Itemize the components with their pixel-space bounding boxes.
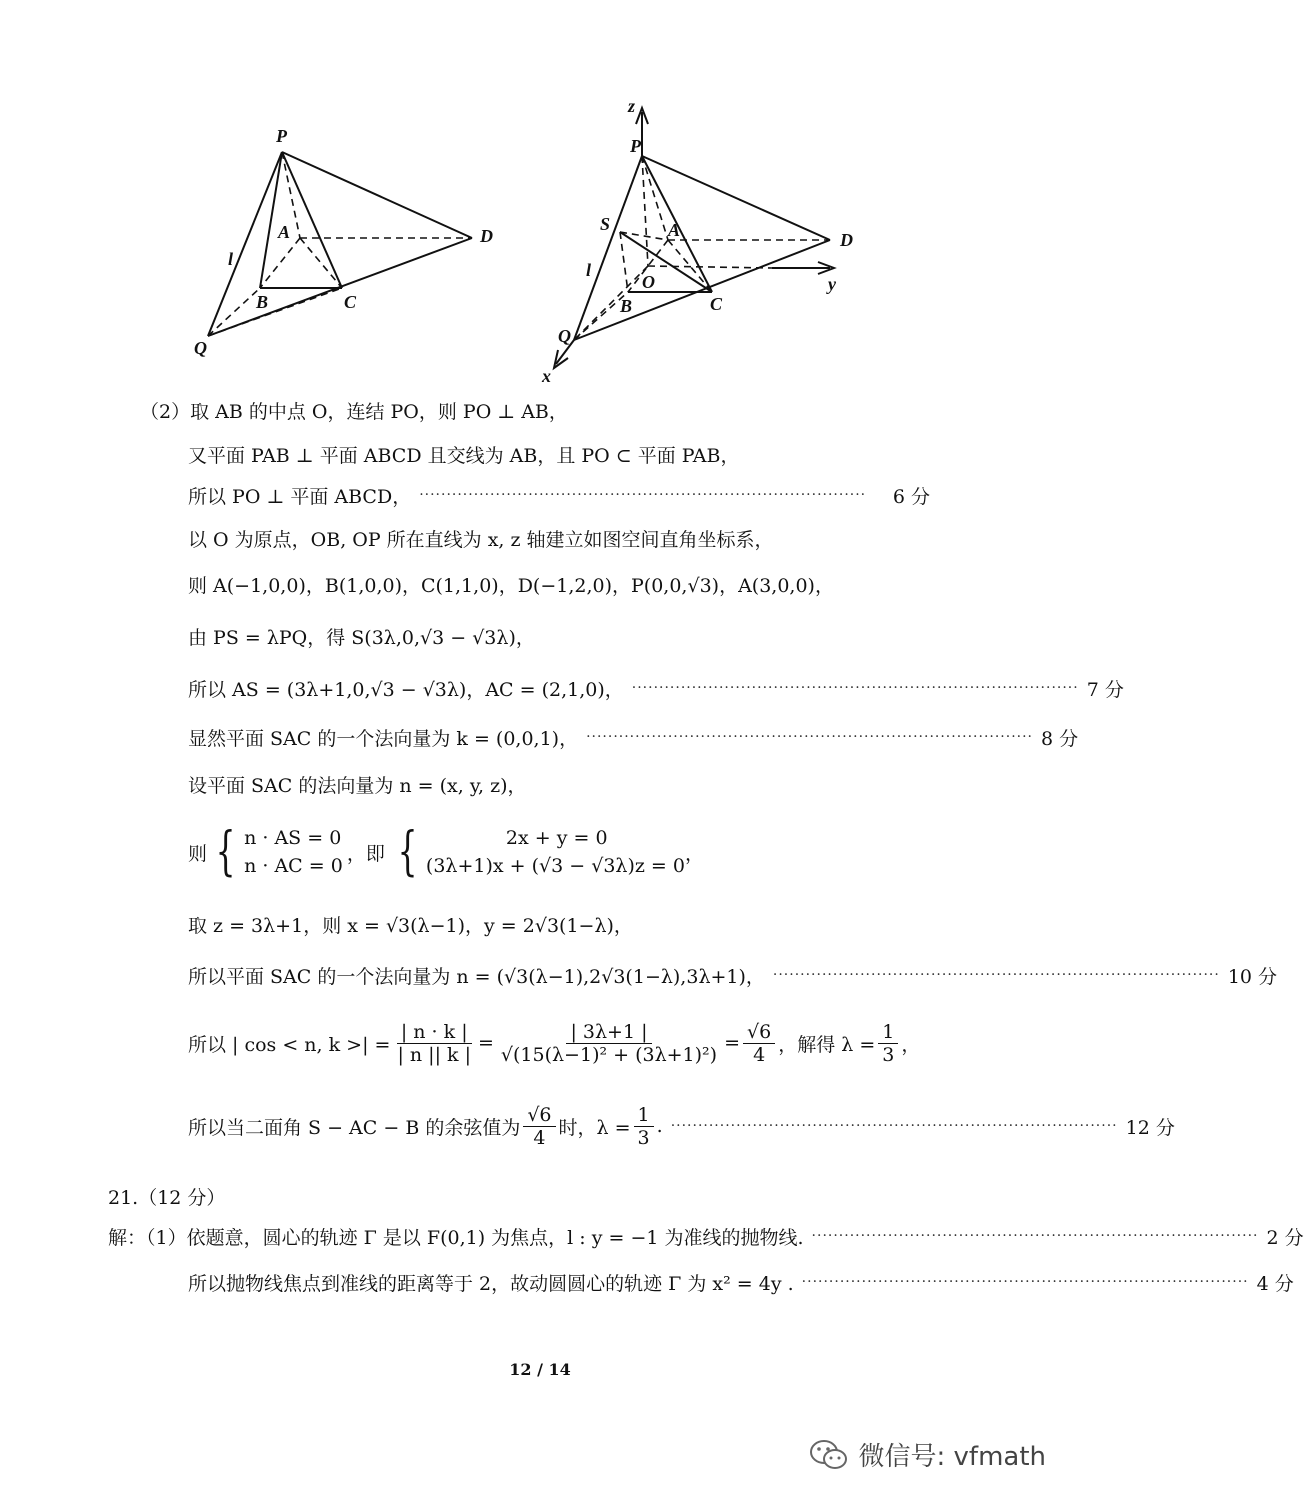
leader-dots: ·················································································· [801,1274,1249,1290]
solution-text: 所以 AS = (3λ+1,0,√3 − √3λ)，AC = (2,1,0)， [188,678,624,701]
solution-text: 以 O 为原点，OB, OP 所在直线为 x, z 轴建立如图空间直角坐标系， [188,528,774,551]
solution-line-7 [188,668,1124,708]
solution-line-12 [188,955,1278,995]
solution-text: 设平面 SAC 的法向量为 n = (x, y, z)， [188,774,527,797]
numerator: 1 [878,1021,898,1044]
eq-row-4: (3λ+1)x + (√3 − √3λ)z = 0 [425,855,685,877]
solution-text: 解：（1）依题意，圆心的轨迹 Γ 是以 F(0,1) 为焦点，l : y = −1 为准线的抛物线. [108,1226,804,1249]
leader-dots: ·················································································· [419,487,867,503]
conclusion [188,1104,663,1149]
solution-line-5 [188,564,930,604]
label-c2: C [710,294,723,314]
fraction-4 [878,1021,898,1066]
leader-dots: ·················································································· [811,1228,1259,1244]
text-ze: 则 [188,842,208,865]
label-y: y [828,274,836,294]
solution-line-11 [188,904,930,944]
label-l: l [228,249,234,269]
denominator: √(15(λ−1)² + (3λ+1)²) [500,1043,718,1066]
text-solve: ，解得 λ = [778,1033,876,1056]
label-s: S [600,214,611,234]
solution-line-6 [188,616,930,656]
question-21-header [108,1176,930,1216]
solution-text: 所以抛物线焦点到准线的距离等于 2，故动圆圆心的轨迹 Γ 为 x² = 4y . [188,1272,794,1295]
label-q: Q [194,338,207,358]
denominator: | n || k | [397,1043,471,1066]
score: 6 分 [892,485,930,508]
solution-text: 又平面 PAB ⊥ 平面 ABCD 且交线为 AB，且 PO ⊂ 平面 PAB， [188,444,740,467]
solution-line-8 [188,717,1079,757]
page-number: 12 / 14 [509,1360,571,1379]
eq-row-1: n · AS = 0 [244,827,342,849]
solution-line-9 [188,764,930,804]
fraction-1 [393,1021,475,1066]
fraction-1 [523,1104,555,1149]
solution-line-10 [188,824,930,880]
label-l2: l [586,260,592,280]
denominator: 3 [637,1126,650,1149]
leader-dots: ·················································································· [631,680,1079,696]
score: 10 分 [1227,965,1278,988]
figure-pyramid [190,120,520,370]
solution-line-2 [188,434,930,474]
denominator: 3 [882,1043,895,1066]
solution-line-3 [188,475,930,515]
left-brace: { [397,822,418,882]
denominator: 4 [533,1126,546,1149]
score: 8 分 [1041,727,1079,750]
numerator: | n · k | [397,1021,472,1044]
period: . [656,1115,663,1137]
cosine-equation [188,1021,920,1066]
left-brace: { [215,822,236,882]
solution-line-14 [188,1098,1175,1154]
numerator: | 3λ+1 | [566,1021,651,1044]
solution-text: 显然平面 SAC 的一个法向量为 k = (0,0,1)， [188,727,579,750]
label-d2: D [840,230,853,250]
text-jiji: ，即 [346,842,385,865]
label-b: B [256,292,269,312]
fraction-3 [743,1021,775,1066]
solution-text: 所以 PO ⊥ 平面 ABCD， [188,485,412,508]
numerator: √6 [743,1021,775,1044]
score: 12 分 [1125,1116,1175,1139]
watermark [809,1436,1047,1473]
leader-dots: ·················································································· [670,1118,1118,1134]
denominator: 4 [753,1043,766,1066]
figure-coordinate-pyramid [542,96,868,388]
numerator: 1 [634,1104,654,1127]
label-c: C [344,292,357,312]
label-p2: P [630,136,641,156]
label-z: z [628,96,636,116]
solution-line-15 [108,1216,1304,1256]
score: 7 分 [1086,678,1124,701]
label-a2: A [668,220,681,240]
score: 4 分 [1256,1272,1294,1295]
equals: = [477,1032,494,1054]
solution-text: 则 A(−1,0,0)，B(1,0,0)，C(1,1,0)，D(−1,2,0)，P(0,0,√3)，A(3,0,0)， [188,574,834,597]
label-o: O [642,272,655,292]
text-pre: 所以当二面角 S − AC − B 的余弦值为 [188,1116,521,1139]
numerator: √6 [523,1104,555,1127]
label-a: A [278,222,291,242]
text-mid: 时，λ = [558,1116,631,1139]
label-b2: B [620,296,633,316]
score: 2 分 [1266,1226,1304,1249]
equals: = [724,1032,741,1054]
question-number: 21.（12 分） [108,1186,226,1209]
equation-system [188,822,704,882]
label-x: x [542,366,551,386]
solution-line-4 [188,518,930,558]
label-d: D [480,226,493,246]
solution-text: 由 PS = λPQ，得 S(3λ,0,√3 − √3λ)， [188,626,535,649]
fraction-2 [497,1021,721,1066]
solution-text: （2）取 AB 的中点 O，连结 PO，则 PO ⊥ AB， [140,400,568,423]
eq-row-2: n · AC = 0 [244,855,343,877]
label-q2: Q [558,326,571,346]
eq-row-3: 2x + y = 0 [505,827,608,849]
comma: ， [901,1033,921,1056]
watermark-text: 微信号: vfmath [858,1442,1046,1472]
solution-text: 取 z = 3λ+1，则 x = √3(λ−1)，y = 2√3(1−λ)， [188,914,633,937]
text-pre: 所以 | cos < n, k >| = [188,1033,391,1056]
comma: ， [684,842,704,865]
wechat-icon [809,1438,849,1472]
solution-line-13 [188,1014,930,1072]
solution-text: 所以平面 SAC 的一个法向量为 n = (√3(λ−1),2√3(1−λ),3λ+1)， [188,965,765,988]
leader-dots: ·················································································· [772,967,1220,983]
solution-line-16 [188,1262,1294,1302]
fraction-2 [634,1104,654,1149]
solution-line-1 [140,390,930,430]
leader-dots: ·················································································· [586,729,1033,745]
label-p: P [276,126,287,146]
